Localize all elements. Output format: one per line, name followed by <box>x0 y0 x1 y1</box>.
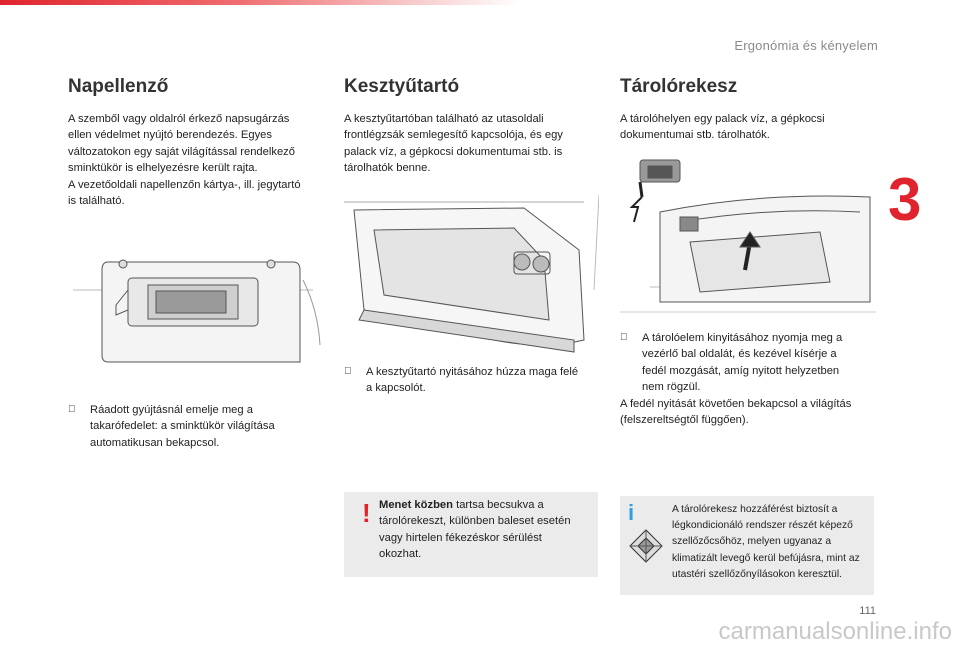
bullet-arrow-icon <box>344 364 352 380</box>
page-number: 111 <box>859 605 876 617</box>
tarolorekesz-body <box>620 111 880 144</box>
kesztyutarto-body <box>344 111 604 177</box>
text-line: A fedél nyitását követően bekapcsol a világítás <box>620 398 852 410</box>
text-line: okozhat. <box>379 548 422 561</box>
text-line: tartsa becsukva a <box>452 499 544 511</box>
header-accent-bar <box>0 0 520 5</box>
text-line: tárolórekeszt, különben baleset esetén <box>379 515 571 528</box>
text-line: automatikusan bekapcsol. <box>90 436 220 449</box>
text-line: A vezetőoldali napellenzőn kártya-, ill. jegytartó <box>68 178 301 191</box>
warning-bold: Menet közben <box>379 499 453 511</box>
text-line: fedél mozgását, amíg nyitott helyzetben <box>642 364 840 377</box>
text-line: vagy hirtelen fékezéskor sérülést <box>379 531 542 544</box>
text-line: A kesztyűtartóban található az utasoldali <box>344 113 544 125</box>
text-line: a kapcsolót. <box>366 382 426 395</box>
glovebox-illustration <box>344 190 599 355</box>
kesztyutarto-title: Kesztyűtartó <box>344 76 460 97</box>
text-line: vezérlő bal oldalát, és kezével kísérje a <box>642 348 837 361</box>
napellenzo-title: Napellenző <box>68 76 169 97</box>
warning-box <box>344 492 598 577</box>
text-line: A kesztyűtartó nyitásához húzza maga felé <box>366 366 579 378</box>
text-line: is található. <box>68 195 125 208</box>
text-line: sminktükör is elhelyezésre került rajta. <box>68 162 258 175</box>
text-line: utastéri szellőzőnyílásokon keresztül. <box>672 568 842 580</box>
info-box <box>620 496 874 595</box>
bullet-arrow-icon <box>620 330 628 346</box>
tarolorekesz-bullet <box>620 330 900 396</box>
storage-compartment-illustration <box>620 152 876 322</box>
text-line: dokumentumai stb. tárolhatók. <box>620 129 770 142</box>
text-line: A tárolóhelyen egy palack víz, a gépkocsi <box>620 113 825 125</box>
text-line: (felszereltségtől függően). <box>620 414 749 427</box>
text-line: tárolhatók benne. <box>344 162 431 175</box>
sun-visor-illustration <box>68 250 323 380</box>
info-i-icon: i <box>628 500 635 525</box>
text-line: frontlégzsák semlegesítő kapcsolója, és egy <box>344 129 563 142</box>
tarolorekesz-after <box>620 396 882 429</box>
text-line: A szemből vagy oldalról érkező napsugárzás <box>68 113 290 125</box>
text-line: A tárolóelem kinyitásához nyomja meg a <box>642 332 843 344</box>
napellenzo-body <box>68 111 328 209</box>
warning-text <box>379 497 589 563</box>
text-line: változatokon egy saját világítással rendelkező <box>68 145 295 158</box>
exclamation-icon: ! <box>362 498 371 528</box>
text-line: ellen védelmet nyújtó berendezés. Egyes <box>68 129 272 142</box>
tarolorekesz-title: Tárolórekesz <box>620 76 738 97</box>
section-title: Ergonómia és kényelem <box>734 38 878 53</box>
text-line: Ráadott gyújtásnál emelje meg a <box>90 404 253 416</box>
watermark: carmanualsonline.info <box>718 618 952 645</box>
air-vent-icon <box>624 526 668 566</box>
text-line: A tárolórekesz hozzáférést biztosít a <box>672 504 838 515</box>
napellenzo-bullet <box>68 402 340 451</box>
bullet-arrow-icon <box>68 402 76 418</box>
text-line: légkondicionáló rendszer részét képező <box>672 520 853 532</box>
text-line: palack víz, a gépkocsi dokumentumai stb. is <box>344 145 563 158</box>
info-text <box>672 502 870 583</box>
text-line: szellőzőcsőhöz, melyen ugyanaz a <box>672 536 832 548</box>
text-line: klimatizált levegő kerül befújásra, mint az <box>672 552 860 564</box>
chapter-number: 3 <box>888 166 922 233</box>
kesztyutarto-bullet <box>344 364 622 397</box>
text-line: nem rögzül. <box>642 381 701 394</box>
text-line: takarófedelet: a sminktükör világítása <box>90 420 275 433</box>
